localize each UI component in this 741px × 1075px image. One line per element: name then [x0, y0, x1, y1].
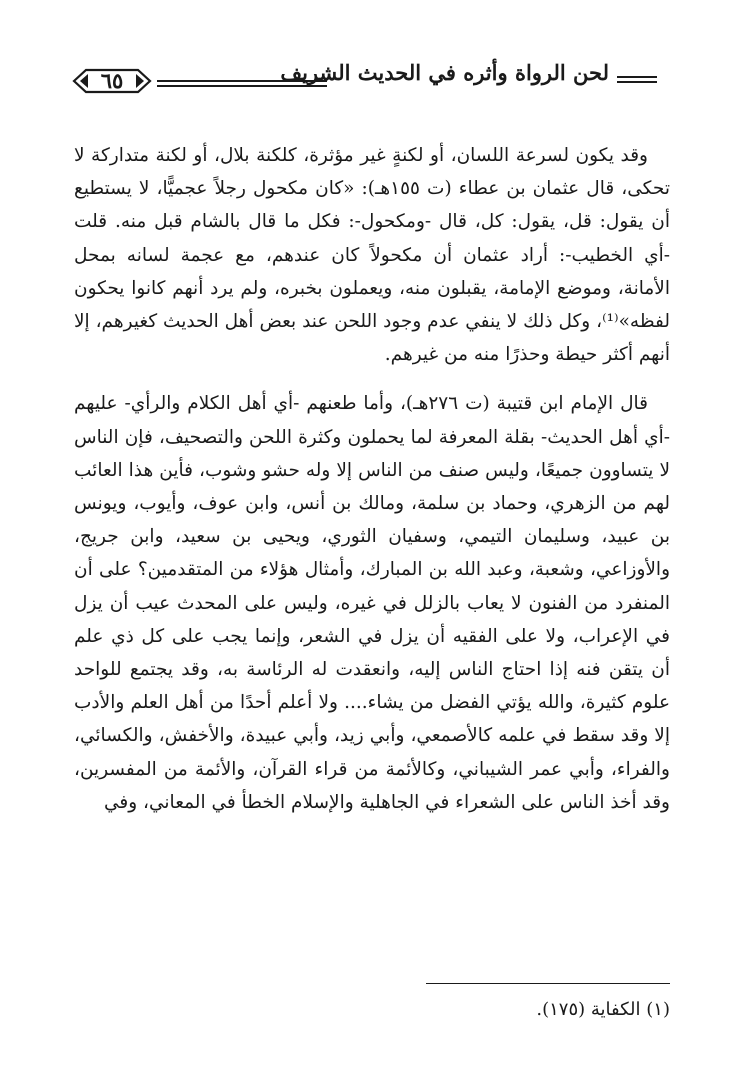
page-header	[72, 58, 657, 102]
main-text	[74, 139, 670, 819]
page-number: ٦٥	[100, 68, 124, 93]
header-bars	[617, 76, 657, 88]
header-rule	[157, 85, 327, 87]
footnote: (١) الكفاية (١٧٥).	[536, 999, 670, 1020]
footnote-separator	[426, 983, 670, 984]
paragraph: وقد يكون لسرعة اللسان، أو لكنةٍ غير مؤثرة، كلكنة بلال، أو لكنة متداركة لا تحكى، قال عثمان بن عطاء (ت ١٥٥هـ): «كان مكحول رجلاً عجميًّا، لا يستطيع أن يقول: قل، يقول: كل، قال -ومكحول-: فكل ما قال بالشام قبل منه. قلت -أي الخطيب-: أراد عثمان أن مكحولاً كان عندهم، مع عجمة لسانه بمحل الأمانة، وموضع الإمامة، يقبلون منه، ويعملون بخبره، ولم يرد أنهم كانوا يحكون لفظه»⁽¹⁾، وكل ذلك لا ينفي عدم وجود اللحن عند بعض أهل الحديث كغيرهم، إلا أنهم أكثر حيطة وحذرًا منه من غيرهم.	[74, 145, 670, 366]
paragraph: قال الإمام ابن قتيبة (ت ٢٧٦هـ)، وأما طعنهم -أي أهل الكلام والرأي- عليهم -أي أهل الحديث- بقلة المعرفة لما يحملون وكثرة اللحن والتصحيف، فإن الناس لا يتساوون جميعًا، وليس صنف من الناس إلا وله حشو وشوب، فأين هذا العائب لهم من الزهري، وحماد بن سلمة، ومالك بن أنس، وابن عوف، وأيوب، ويونس بن عبيد، وسليمان التيمي، وسفيان الثوري، ويحيى بن سعيد، وابن جريج، والأوزاعي، وشعبة، وعبد الله بن المبارك، وأمثال هؤلاء من المتقدمين؟ على أن المنفرد من الفنون لا يعاب بالزلل في غيره، وليس على المحدث عيب أن يزل في الإعراب، ولا على الفقيه أن يزل في الشعر، وإنما يجب على كل ذي علم أن يتقن فنه إذا احتاج الناس إليه، وانعقدت له الرئاسة به، وقد يجتمع للواحد علوم كثيرة، والله يؤتي الفضل من يشاء.... ولا أعلم أحدًا من أهل العلم والأدب إلا وقد سقط في علمه كالأصمعي، وأبي زيد، وأبي عبيدة، والأخفش، والكسائي، والفراء، وأبي عمر الشيباني، وكالأئمة من قراء القرآن، والأئمة من المفسرين، وقد أخذ الناس على الشعراء في الجاهلية والإسلام الخطأ في المعاني، وفي	[74, 393, 670, 813]
running-title: لحن الرواة وأثره في الحديث الشريف	[280, 60, 609, 85]
page-number-ornament	[72, 66, 152, 96]
